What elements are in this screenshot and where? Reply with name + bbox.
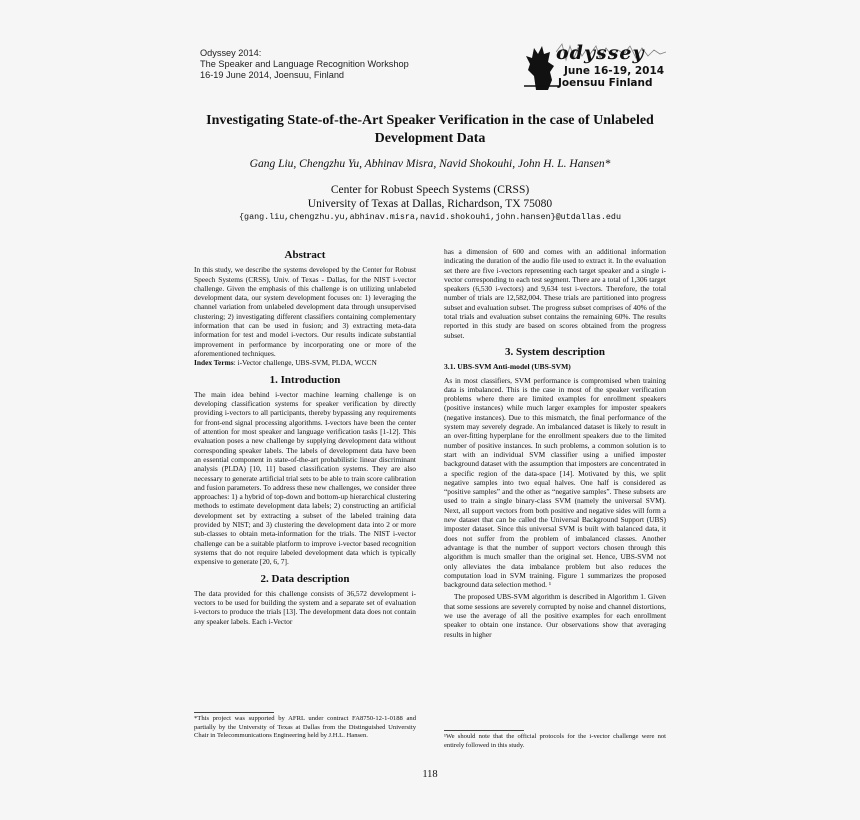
data-description-continued: has a dimension of 600 and comes with an additional information indicating the duration of the audio file used to extract it. In the evaluation set there are five i-vectors representing each target speaker and a single i-vector corresponding to each test segment. There are a total of 1,306 target speakers (6,530 i-vectors) and 9,634 test i-vectors. Therefore, the total number of trials are 12,582,004. These trials are partitioned into progress subset and evaluation subset. The progress subset comprises of 40% of the total trials and evaluation subset contains the remaining 60%. The results reported in this study are based on scores obtained from the progress subset. <box>444 247 666 340</box>
logo-place: Joensuu Finland <box>558 77 653 89</box>
affiliation-university: University of Texas at Dallas, Richardson, TX 75080 <box>307 198 553 210</box>
author-emails: {gang.liu,chengzhu.yu,abhinav.misra,navid.shokouhi,john.hansen}@utdallas.edu <box>239 212 621 222</box>
odyssey-logo <box>522 40 672 92</box>
left-column <box>194 247 416 629</box>
logo-dates: June 16-19, 2014 <box>564 65 665 77</box>
workshop-name: The Speaker and Language Recognition Workshop <box>200 59 409 69</box>
ubs-svm-paragraph-2: The proposed UBS-SVM algorithm is described in Algorithm 1. Given that some sessions are severely corrupted by noise and channel distortions, we use the average of all the positive examples for each enrollment speaker to obtain one instance. Our observations show that averaging results in higher <box>444 592 666 639</box>
conference-name: Odyssey 2014: <box>200 48 262 58</box>
ubs-svm-paragraph-1: As in most classifiers, SVM performance is compromised when training data is imbalanced. This is the case in most of the speaker verification problems where there are limited examples for enrollment speakers (positive instances) while much larger examples for imposter speakers (negative instances). Due to this mismatch, the final performance of the system may severely degrade. An imbalanced dataset is likely to result in an over-fitting hyperplane for the enrollment speakers due to the limited number of positive instances. In such problems, a common solution is to start with an individual SVM classifier using a unified imposter background dataset with the assumption that imposters are concentrated in a specific region of the data-space [14]. Motivated by this, we split negative samples into two equal halves. One half is considered as “positive samples” and the other as “negative samples”. These subsets are used to train a single binary-class SVM (namely the universal SVM). Next, all support vectors from both positive and negative sides will form a new dataset that can be called the Universal Background Support (UBS) imposter dataset. Since this universal SVM is built with balanced data, it does not suffer from the problem of imbalanced classes. Another advantage is that the number of support vectors chosen through this algorithm is much smaller than the original set. Hence, UBS-SVM not only alleviates the data imbalance problem but also reduces the computation load in SVM training. Figure 1 summarizes the proposed background data selection method. ¹ <box>444 375 666 590</box>
page-number: 118 <box>422 769 438 780</box>
data-description-heading: 2. Data description <box>260 572 350 585</box>
index-terms-label: Index Terms <box>194 358 234 368</box>
index-terms <box>194 358 416 367</box>
footnote-funding: *This project was supported by AFRL under contract FA8750-12-1-0188 and partially by the University of Texas at Dallas from the Distinguished University Chair in Telecommunications Engineering held by J.H.L. Hansen. <box>194 715 416 740</box>
system-description-heading: 3. System description <box>505 345 605 358</box>
index-terms-text: : i-Vector challenge, UBS-SVM, PLDA, WCCN <box>233 358 377 368</box>
author-list: Gang Liu, Chengzhu Yu, Abhinav Misra, Navid Shokouhi, John H. L. Hansen* <box>249 158 611 170</box>
conference-header <box>200 48 409 81</box>
intro-body: The main idea behind i-vector machine learning challenge is on developing classification systems for speaker verification by directly providing i-vectors to all participants, thereby bypassing any requirements for front-end signal processing algorithms. I-vectors have been the center of attention for most speaker and language verification tasks [1-12]. This evaluation poses a new challenge by supplying development data without corresponding speaker labels. The labels of development data have been an essential component in state-of-the-art probabilistic linear discriminant analysis (PLDA) [10, 11] based classification systems. They are also necessary to generate artificial trial sets to be able to train score calibration and fusion parameters. To address these new challenges, we consider three approaches: 1) a hybrid of top-down and bottom-up hierarchical clustering methods to estimate development data labels; 2) constructing an artificial development set by extracting a subset of the labeled training data provided by NIST; and 3) clustering the development data into 2 or more sub-classes to obtain meta-information for the trials. The NIST i-vector challenge can be a suitable platform to improve i-vector based recognition systems that do not require labeled development data which is typically expensive to generate [20, 6, 7]. <box>194 389 416 567</box>
footnote-rule-left <box>194 712 274 713</box>
ubs-svm-subheading: 3.1. UBS-SVM Anti-model (UBS-SVM) <box>444 362 571 372</box>
footnote-protocol: ¹We should note that the official protocols for the i-vector challenge were not entirely followed in this study. <box>444 733 666 749</box>
right-column <box>444 247 666 642</box>
affiliation-center: Center for Robust Speech Systems (CRSS) <box>330 184 530 196</box>
logo-wordmark: odyssey <box>556 42 645 64</box>
affiliation <box>200 183 660 211</box>
footnote-rule-right <box>444 730 524 731</box>
abstract-heading: Abstract <box>284 249 326 261</box>
paper-title: Investigating State-of-the-Art Speaker Verification in the case of Unlabeled Development Data <box>206 113 654 146</box>
abstract-body: In this study, we describe the systems developed by the Center for Robust Speech Systems (CRSS), Univ. of Texas - Dallas, for the NIST i-vector challenge. Given the emphasis of this challenge is on utilizing unlabeled development data, our system development focuses on: 1) leveraging the channel variation from unlabeled development data through unsupervised clustering; 2) investigating different classifiers containing complementary information that can be used in fusion; and 3) extracting meta-data information for test and model i-vectors. Our results indicate substantial improvement in performance by incorporating one or more of the aforementioned techniques. <box>194 265 416 358</box>
data-description-body: The data provided for this challenge consists of 36,572 development i-vectors to be used for building the system and a separate set of evaluation i-vectors to produce the trials [13]. The development data does not contain any speaker labels. Each i-Vector <box>194 588 416 626</box>
workshop-date: 16-19 June 2014, Joensuu, Finland <box>200 70 345 80</box>
intro-heading: 1. Introduction <box>269 373 341 386</box>
